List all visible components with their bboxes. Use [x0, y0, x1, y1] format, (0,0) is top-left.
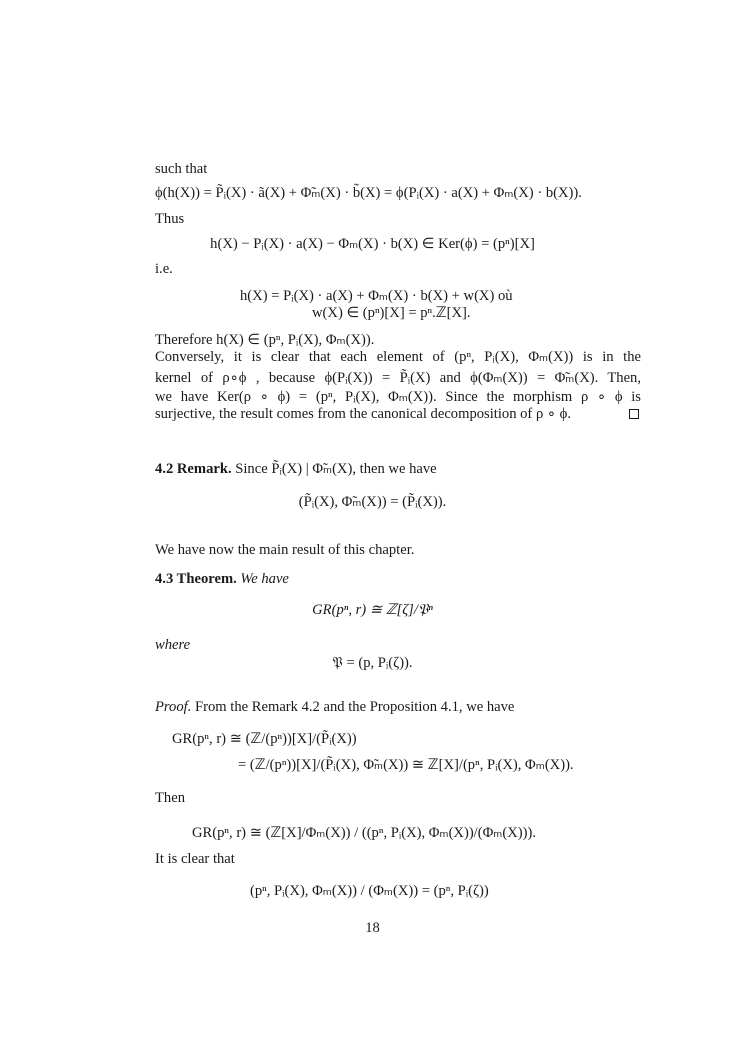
text-line: we have Ker(ρ ∘ ϕ) = (pⁿ, Pᵢ(X), Φₘ(X)). Since the morphism ρ ∘ ϕ is	[155, 389, 641, 405]
proof-heading: Proof.	[155, 699, 192, 715]
display-equation: GR(pⁿ, r) ≅ (ℤ/(pⁿ))[X]/(P̃ᵢ(X))	[172, 731, 357, 747]
text-line: We have now the main result of this chapter.	[155, 542, 415, 558]
proof-paragraph	[155, 698, 514, 716]
text-line: It is clear that	[155, 851, 235, 867]
text-line: Then	[155, 790, 185, 806]
remark-paragraph	[155, 460, 437, 478]
equation-line: ϕ(h(X)) = P̃ᵢ(X) · ã(X) + Φ̃ₘ(X) · b̃(X) = ϕ(Pᵢ(X) · a(X) + Φₘ(X) · b(X)).	[155, 185, 582, 201]
qed-square-icon	[629, 409, 639, 419]
text-line: Conversely, it is clear that each element of (pⁿ, Pᵢ(X), Φₘ(X)) is in the	[155, 349, 641, 365]
proof-text: From the Remark 4.2 and the Proposition 4.1, we have	[195, 699, 515, 715]
remark-heading: 4.2 Remark.	[155, 461, 232, 477]
theorem-paragraph	[155, 570, 289, 588]
display-equation: 𝔓 = (p, Pᵢ(ζ)).	[332, 655, 413, 671]
display-equation: w(X) ∈ (pⁿ)[X] = pⁿ.ℤ[X].	[312, 305, 471, 321]
remark-text: Since P̃ᵢ(X) | Φ̃ₘ(X), then we have	[235, 461, 437, 477]
display-equation: h(X) = Pᵢ(X) · a(X) + Φₘ(X) · b(X) + w(X) où	[240, 288, 513, 304]
theorem-heading: 4.3 Theorem.	[155, 571, 237, 587]
text-line: such that	[155, 161, 208, 177]
display-equation: = (ℤ/(pⁿ))[X]/(P̃ᵢ(X), Φ̃ₘ(X)) ≅ ℤ[X]/(pⁿ, Pᵢ(X), Φₘ(X)).	[238, 757, 574, 773]
display-equation: (P̃ᵢ(X), Φ̃ₘ(X)) = (P̃ᵢ(X)).	[298, 494, 447, 510]
display-equation: GR(pⁿ, r) ≅ ℤ[ζ]/𝔓ⁿ	[312, 602, 433, 618]
text-line: i.e.	[155, 261, 173, 277]
text-line: where	[155, 637, 191, 653]
text-line: Therefore h(X) ∈ (pⁿ, Pᵢ(X), Φₘ(X)).	[155, 332, 375, 348]
display-equation: GR(pⁿ, r) ≅ (ℤ[X]/Φₘ(X)) / ((pⁿ, Pᵢ(X), Φₘ(X))/(Φₘ(X))).	[192, 825, 536, 841]
display-equation: (pⁿ, Pᵢ(X), Φₘ(X)) / (Φₘ(X)) = (pⁿ, Pᵢ(ζ))	[250, 883, 489, 899]
text-line: kernel of ρ∘ϕ , because ϕ(Pᵢ(X)) = P̃ᵢ(X) and ϕ(Φₘ(X)) = Φ̃ₘ(X). Then,	[155, 370, 641, 386]
display-equation: h(X) − Pᵢ(X) · a(X) − Φₘ(X) · b(X) ∈ Ker(ϕ) = (pⁿ)[X]	[210, 236, 535, 252]
page-number: 18	[365, 920, 380, 936]
theorem-text: We have	[240, 571, 289, 587]
text-line: surjective, the result comes from the canonical decomposition of ρ ∘ ϕ.	[155, 406, 571, 422]
text-line: Thus	[155, 211, 185, 227]
